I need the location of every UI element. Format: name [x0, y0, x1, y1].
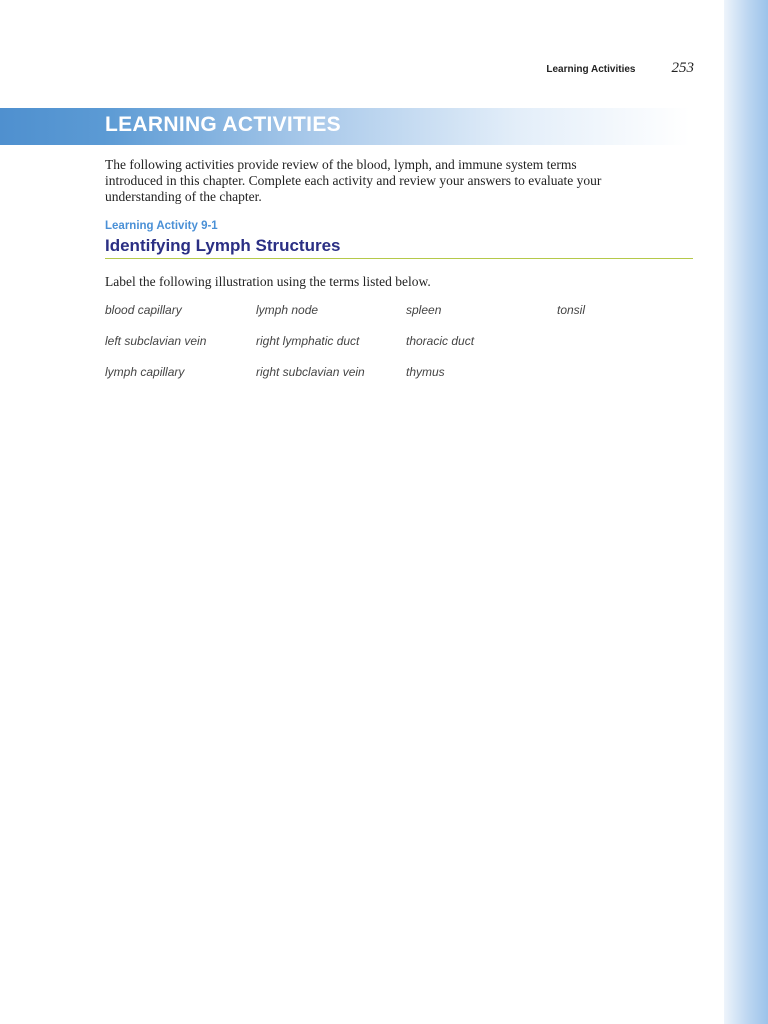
term-item: lymph node [256, 303, 319, 317]
activity-title: Identifying Lymph Structures [105, 236, 341, 255]
term-item: tonsil [557, 303, 586, 317]
term-item: thoracic duct [406, 334, 475, 348]
activity-instruction: Label the following illustration using the terms listed below. [105, 274, 431, 289]
term-item: thymus [406, 365, 445, 379]
activity-label: Learning Activity 9-1 [105, 220, 218, 232]
term-list [105, 303, 705, 403]
running-head [500, 60, 694, 80]
section-title: LEARNING ACTIVITIES [105, 113, 341, 136]
term-item: blood capillary [105, 303, 182, 317]
page-number: 253 [671, 60, 694, 76]
running-head-title: Learning Activities [546, 64, 636, 75]
page-edge-strip [724, 0, 768, 1024]
intro-paragraph: The following activities provide review of the blood, lymph, and immune system terms introduced in this chapter. Complete each activity and review your answers to evaluate your understanding of the chapter. [105, 157, 602, 204]
term-item: left subclavian vein [105, 334, 207, 348]
term-item: right lymphatic duct [256, 334, 360, 348]
term-item: lymph capillary [105, 365, 185, 379]
term-item: right subclavian vein [256, 365, 365, 379]
term-item: spleen [406, 303, 442, 317]
activity-divider [105, 258, 693, 259]
section-banner [0, 108, 690, 145]
